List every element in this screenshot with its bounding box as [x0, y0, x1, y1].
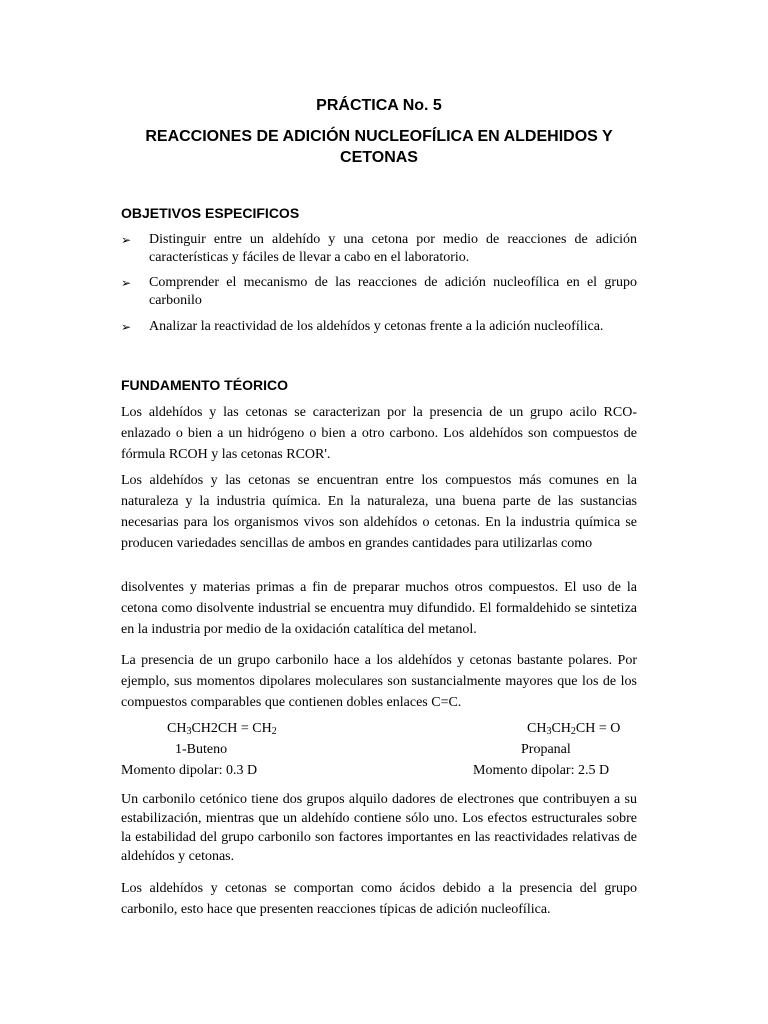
theory-paragraph: Los aldehídos y cetonas se comportan como ácidos debido a la presencia del grupo carbonilo, esto hace que presenten reacciones típicas de adición nucleofílica. [121, 881, 637, 917]
objective-text: Analizar la reactividad de los aldehídos y cetonas frente a la adición nucleofílica. [149, 319, 604, 334]
propanal-name: Propanal [521, 742, 571, 757]
objectives-heading: OBJETIVOS ESPECIFICOS [121, 205, 300, 221]
theory-heading: FUNDAMENTO TÉORICO [121, 377, 288, 393]
theory-paragraph: La presencia de un grupo carbonilo hace a los aldehídos y cetonas bastante polares. Por ejemplo, sus momentos dipolares moleculares son sustancialmente mayores que los de los compuestos comparables que contienen dobles enlaces C=C. [121, 653, 637, 710]
list-item [121, 231, 637, 267]
arrow-bullet-icon: ➢ [121, 233, 132, 247]
butene-formula: $CH_3CH2CH = CH_2$ [167, 721, 277, 737]
objectives-list [121, 274, 637, 310]
propanal-formula: $CH_3CH_2CH = O$ [527, 721, 621, 737]
theory-paragraph: disolventes y materias primas a fin de preparar muchos otros compuestos. El uso de la cetona como disolvente industrial se encuentra muy difundido. El formaldehido se sintetiza en la industria por medio de la oxidación catalítica del metanol. [121, 580, 637, 637]
objective-text: Distinguir entre un aldehído y una cetona por medio de reacciones de adición características y fáciles de llevar a cabo en el laboratorio. [149, 232, 637, 265]
arrow-bullet-icon: ➢ [121, 276, 132, 290]
objectives-list [121, 318, 637, 336]
practice-title: PRÁCTICA No. 5 [316, 97, 442, 114]
list-item [121, 318, 637, 336]
objectives-list [121, 231, 637, 267]
arrow-bullet-icon: ➢ [121, 320, 132, 334]
document-subtitle: REACCIONES DE ADICIÓN NUCLEOFÍLICA EN ALDEHIDOS Y CETONAS [145, 128, 613, 166]
list-item [121, 274, 637, 310]
butene-name: 1-Buteno [175, 742, 228, 757]
propanal-dipole: Momento dipolar: 2.5 D [473, 763, 610, 778]
theory-paragraph: Los aldehídos y las cetonas se caracterizan por la presencia de un grupo acilo RCO- enlazado o bien a un hidrógeno o bien a otro carbono. Los aldehídos son compuestos de fórmula RCOH y las cetonas RCOR'. [121, 405, 637, 462]
theory-paragraph: Un carbonilo cetónico tiene dos grupos alquilo dadores de electrones que contribuyen a su estabilización, mientras que un aldehído contiene sólo uno. Los efectos estructurales sobre la estabilidad del grupo carbonilo son factores importantes en las reactividades relativas de aldehídos y cetonas. [121, 792, 637, 864]
theory-paragraph: Los aldehídos y las cetonas se encuentran entre los compuestos más comunes en la naturaleza y la industria química. En la naturaleza, una buena parte de las sustancias necesarias para los organismos vivos son aldehídos o cetonas. En la industria química se producen variedades sencillas de ambos en grandes cantidades para utilizarlas como [121, 473, 637, 551]
butene-dipole: Momento dipolar: 0.3 D [121, 763, 258, 778]
objective-text: Comprender el mecanismo de las reacciones de adición nucleofílica en el grupo carbonilo [149, 275, 637, 308]
